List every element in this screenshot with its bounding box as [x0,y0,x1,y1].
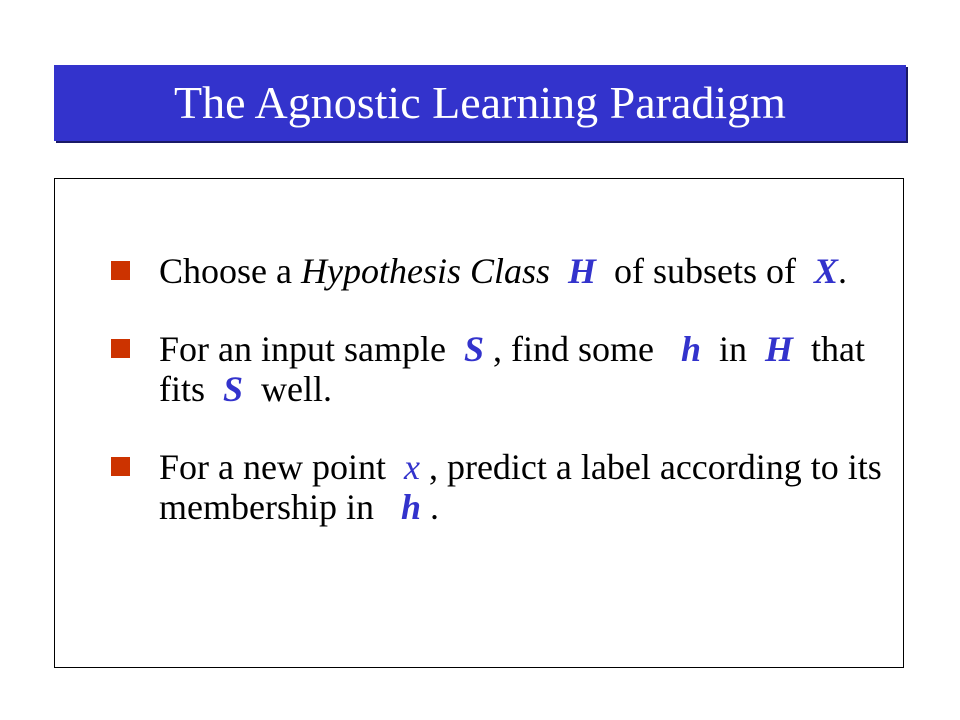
bullet-list [55,251,905,565]
variable-h: h [680,329,702,369]
variable-H: H [568,251,597,291]
variable-x: x [403,447,420,487]
content-box [54,178,904,668]
bullet-item-hypothesis-class [55,251,905,291]
bullet-text: For an input sample [159,329,455,369]
variable-S: S [463,329,484,369]
bullet-item-new-point [55,447,905,527]
bullet-text: , find some [493,329,663,369]
bullet-item-input-sample [55,329,905,409]
bullet-text: in [710,329,757,369]
square-bullet-icon [111,457,130,476]
variable-X: X [814,251,839,291]
bullet-text: well. [252,369,333,409]
slide-title: The Agnostic Learning Paradigm [174,77,786,128]
bullet-text: , predict a label according to its membership in [159,447,882,527]
square-bullet-icon [111,339,130,358]
bullet-text: . [430,487,439,527]
variable-S: S [223,369,244,409]
bullet-text: of subsets of [605,251,806,291]
title-bar [54,65,906,141]
term-hypothesis-class: Hypothesis Class [300,251,550,291]
variable-H: H [765,329,794,369]
bullet-text: . [838,251,848,291]
variable-h: h [400,487,421,527]
bullet-text: Choose a [159,251,301,291]
bullet-text: For a new point [159,447,395,487]
bullet-text: that fits [159,329,866,409]
square-bullet-icon [111,261,130,280]
